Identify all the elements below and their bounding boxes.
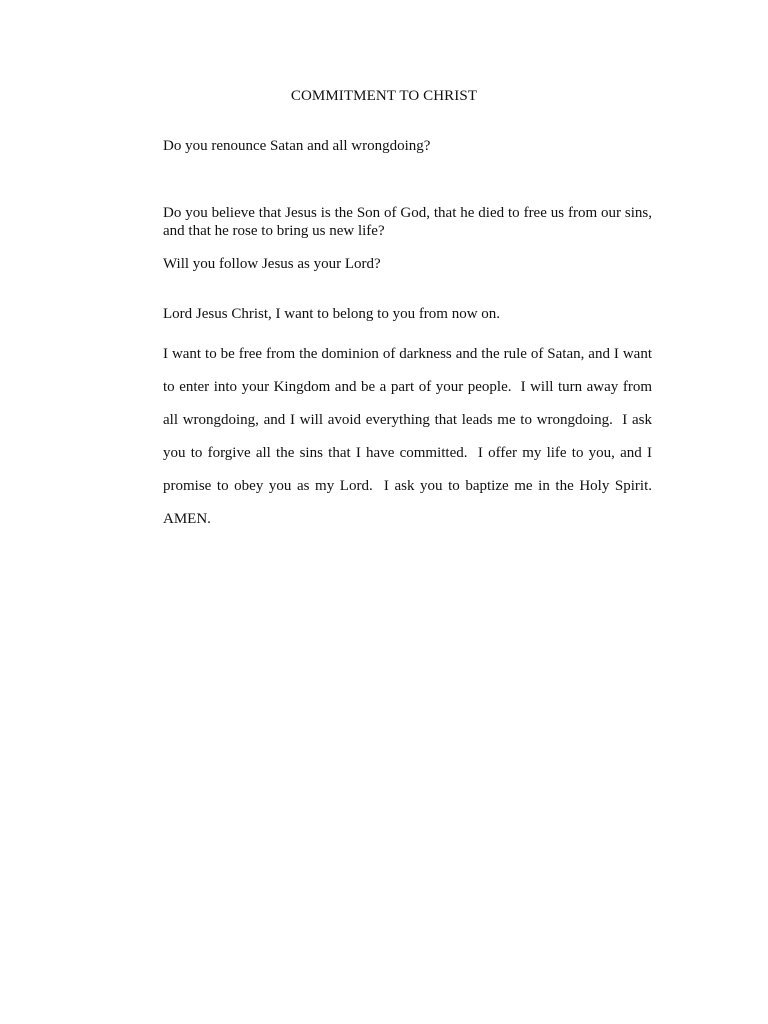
- prayer-opening: Lord Jesus Christ, I want to belong to you from now on.: [163, 306, 501, 322]
- document-title: COMMITMENT TO CHRIST: [290, 88, 478, 104]
- prayer-body: I want to be free from the dominion of darkness and the rule of Satan, and I want to enter into your Kingdom and be a part of your people. I will turn away from all wrongdoing, and I will avoid everything that leads me to wrongdoing. I ask you to forgive all the sins that I have committed. I offer my life to you, and I promise to obey you as my Lord. I ask you to baptize me in the Holy Spirit. AMEN.: [163, 346, 660, 527]
- question-follow: Will you follow Jesus as your Lord?: [163, 256, 381, 272]
- question-renounce: Do you renounce Satan and all wrongdoing?: [163, 138, 431, 154]
- question-believe: Do you believe that Jesus is the Son of God, that he died to free us from our sins, and that he rose to bring us new life?: [163, 205, 652, 239]
